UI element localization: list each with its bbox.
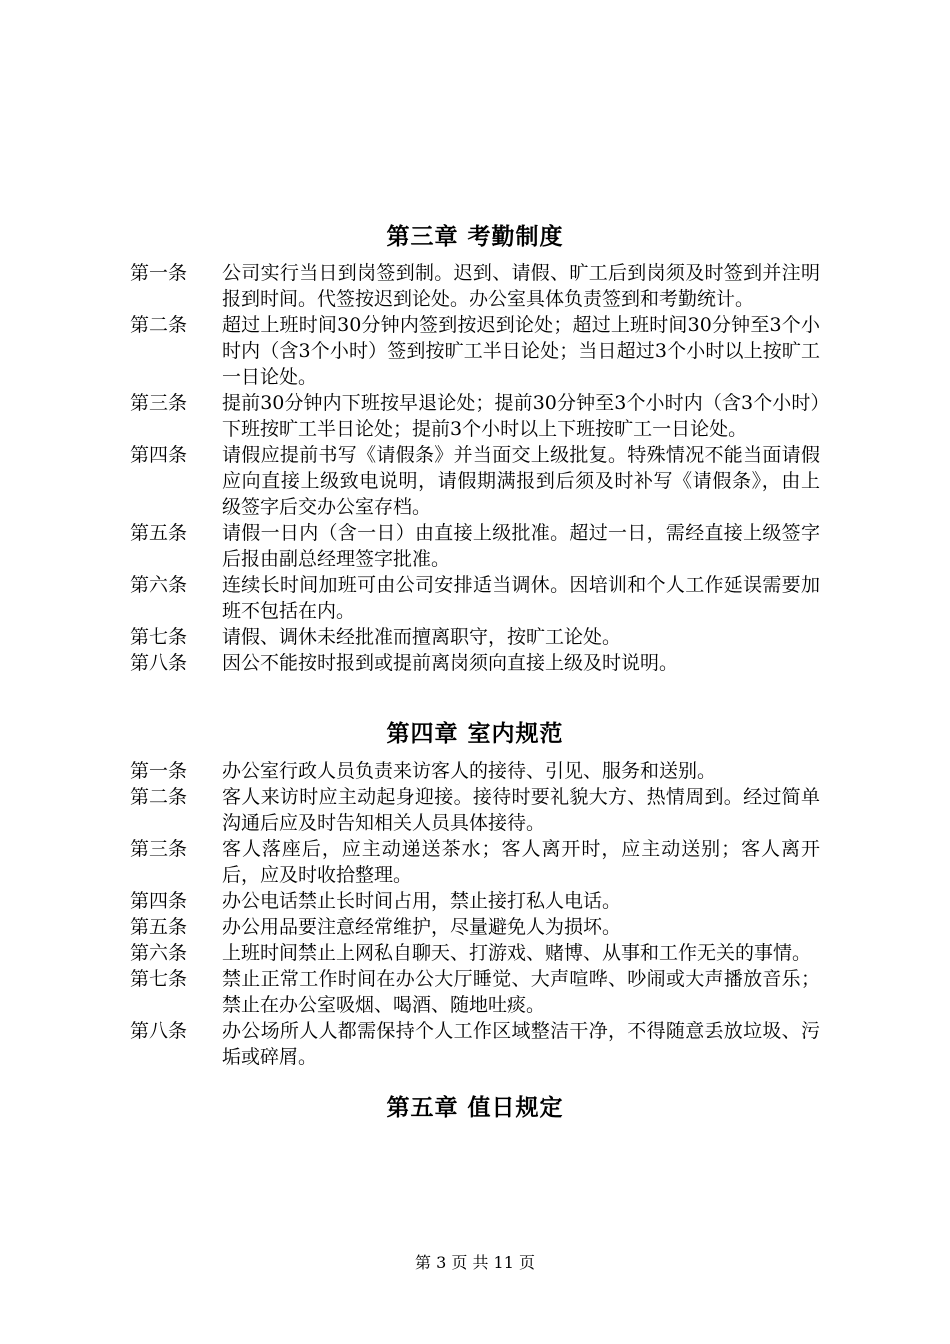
article	[130, 520, 820, 572]
article-number: 第一条	[130, 262, 188, 284]
article	[130, 390, 820, 442]
page-footer: 第 3 页 共 11 页	[415, 1253, 535, 1272]
article-number: 第三条	[130, 838, 188, 860]
article-number: 第七条	[130, 968, 188, 990]
article-number: 第四条	[130, 444, 188, 466]
article	[130, 966, 820, 1018]
article-text: 客人落座后，应主动递送茶水；客人离开时，应主动送别；客人离开后，应及时收拾整理。	[222, 838, 820, 886]
article-text: 请假应提前书写《请假条》并当面交上级批复。特殊情况不能当面请假应向直接上级致电说明，请假期满报到后须及时补写《请假条》，由上级签字后交办公室存档。	[222, 444, 820, 518]
chapter-articles	[130, 758, 820, 1070]
article	[130, 650, 820, 676]
article-number: 第六条	[130, 574, 188, 596]
article-text: 请假、调休未经批准而擅离职守，按旷工论处。	[222, 626, 622, 648]
chapter-title: 第五章 值日规定	[386, 1095, 564, 1121]
article-number: 第一条	[130, 760, 188, 782]
article	[130, 758, 820, 784]
article-text: 办公电话禁止长时间占用，禁止接打私人电话。	[222, 890, 622, 912]
article-text: 办公场所人人都需保持个人工作区域整洁干净，不得随意丢放垃圾、污垢或碎屑。	[222, 1020, 820, 1068]
article-text: 请假一日内（含一日）由直接上级批准。超过一日，需经直接上级签字后报由副总经理签字批准。	[222, 522, 820, 570]
article-text: 办公室行政人员负责来访客人的接待、引见、服务和送别。	[222, 760, 717, 782]
article-number: 第八条	[130, 652, 188, 674]
chapter-title: 第四章 室内规范	[386, 721, 564, 747]
article	[130, 784, 820, 836]
article	[130, 836, 820, 888]
article-number: 第二条	[130, 786, 188, 808]
article-text: 连续长时间加班可由公司安排适当调休。因培训和个人工作延误需要加班不包括在内。	[222, 574, 820, 622]
article	[130, 312, 820, 390]
article-text: 超过上班时间30分钟内签到按迟到论处；超过上班时间30分钟至3个小时内（含3个小时）签到按旷工半日论处；当日超过3个小时以上按旷工一日论处。	[222, 314, 820, 388]
chapter-articles	[130, 260, 820, 676]
article	[130, 888, 820, 914]
article	[130, 442, 820, 520]
article-number: 第五条	[130, 522, 188, 544]
article	[130, 940, 820, 966]
article-text: 办公用品要注意经常维护，尽量避免人为损坏。	[222, 916, 622, 938]
article-number: 第七条	[130, 626, 188, 648]
article-number: 第八条	[130, 1020, 188, 1042]
article	[130, 260, 820, 312]
article	[130, 1018, 820, 1070]
article-text: 上班时间禁止上网私自聊天、打游戏、赌博、从事和工作无关的事情。	[222, 942, 812, 964]
article-text: 因公不能按时报到或提前离岗须向直接上级及时说明。	[222, 652, 679, 674]
article-text: 公司实行当日到岗签到制。迟到、请假、旷工后到岗须及时签到并注明报到时间。代签按迟到论处。办公室具体负责签到和考勤统计。	[222, 262, 820, 310]
article-number: 第六条	[130, 942, 188, 964]
article-text: 客人来访时应主动起身迎接。接待时要礼貌大方、热情周到。经过简单沟通后应及时告知相关人员具体接待。	[222, 786, 820, 834]
article-number: 第四条	[130, 890, 188, 912]
article-number: 第二条	[130, 314, 188, 336]
chapter-title: 第三章 考勤制度	[386, 224, 564, 250]
article-text: 提前30分钟内下班按早退论处；提前30分钟至3个小时内（含3个小时）下班按旷工半日论处；提前3个小时以上下班按旷工一日论处。	[222, 392, 820, 440]
article	[130, 624, 820, 650]
article	[130, 914, 820, 940]
article-number: 第三条	[130, 392, 188, 414]
article-text: 禁止正常工作时间在办公大厅睡觉、大声喧哗、吵闹或大声播放音乐；禁止在办公室吸烟、喝酒、随地吐痰。	[222, 968, 820, 1016]
article-number: 第五条	[130, 916, 188, 938]
article	[130, 572, 820, 624]
